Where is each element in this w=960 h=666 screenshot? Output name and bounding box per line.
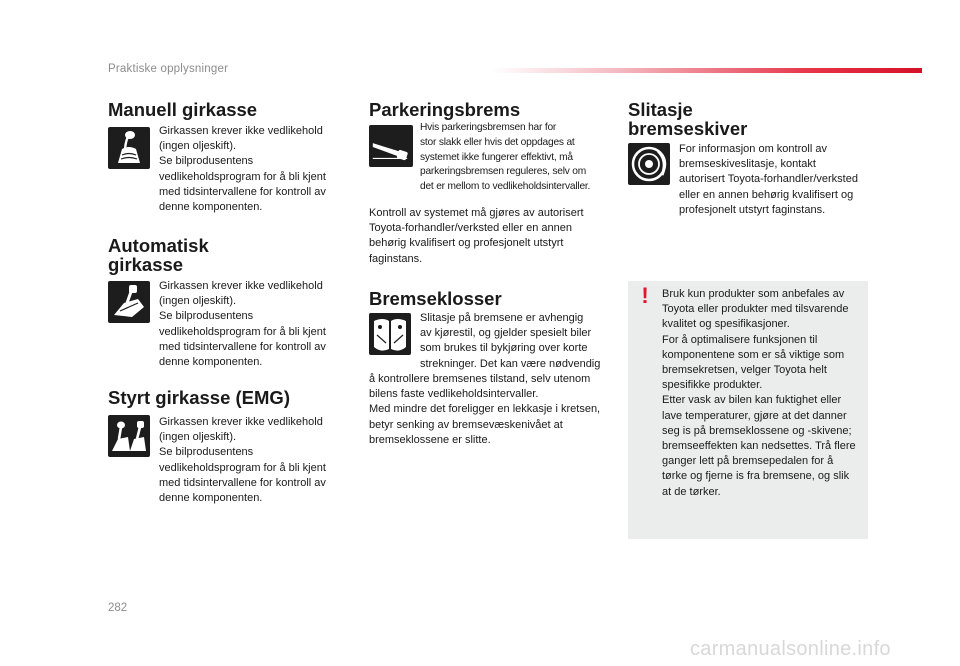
- emg-gearbox-title: Styrt girkasse (EMG): [108, 387, 290, 408]
- manual-gear-lever-icon: [108, 127, 150, 169]
- brake-pads-icon: [369, 313, 411, 355]
- page-number: 282: [108, 602, 128, 614]
- brake-discs-body: For informasjon om kontroll av bremseskiveslitasje, kontakt autorisert Toyota-forhandler/verksted eller en annen behørig kvalifisert og profesjonelt utstyrt faginstans.: [679, 143, 858, 216]
- parking-brake-body: Hvis parkeringsbremsen har for stor slakk eller hvis det oppdages at systemet ikke fungerer effektivt, må parkeringsbremsen reguleres, selv om det er mellom to vedlikeholdsintervaller.: [420, 122, 591, 193]
- parking-brake-lever-icon: [369, 125, 413, 167]
- brake-pads-body-2: å kontrollere bremsenes tilstand, selv utenom bilens faste vedlikeholdsintervaller. Med mindre det foreligger en lekkasje i kretsen, betyr senking av bremsevæskenivået at bremseklossene er slitte.: [369, 373, 601, 446]
- brake-pads-title: Bremseklosser: [369, 288, 502, 309]
- parking-brake-body-2: Kontroll av systemet må gjøres av autorisert Toyota-forhandler/verksted eller en annen behørig kvalifisert og profesjonelt utstyrt faginstans.: [369, 207, 584, 265]
- section-header: Praktiske opplysninger: [108, 63, 229, 75]
- watermark: carmanualsonline.info: [690, 638, 891, 660]
- automatic-gearbox-body: Girkassen krever ikke vedlikehold (ingen oljeskift). Se bilprodusentens vedlikeholdsprogram for å bli kjent med tidsintervallene for kontroll av denne komponenten.: [159, 280, 326, 369]
- warning-note-body: Bruk kun produkter som anbefales av Toyota eller produkter med tilsvarende kvalitet og spesifikasjoner. For å optimalisere funksjonen til komponentene som er så viktige som bremsekretsen, velger Toyota helt spesifikke produkter. Etter vask av bilen kan fuktighet eller lave temperaturer, gjøre at det danner seg is på bremseklossene og -skivene; bremseeffekten kan nedsettes. Trå flere ganger lett på bremsepedalen for å tørke og fjerne is fra bremsene, og slik at de tørker.: [662, 288, 856, 498]
- automatic-gear-lever-icon: [108, 281, 150, 323]
- manual-gearbox-body: Girkassen krever ikke vedlikehold (ingen oljeskift). Se bilprodusentens vedlikeholdsprogram for å bli kjent med tidsintervallene for kontroll av denne komponenten.: [159, 125, 326, 214]
- parking-brake-title: Parkeringsbrems: [369, 99, 521, 120]
- emg-gearbox-body: Girkassen krever ikke vedlikehold (ingen oljeskift). Se bilprodusentens vedlikeholdsprogram for å bli kjent med tidsintervallene for kontroll av denne komponenten.: [159, 416, 326, 505]
- brake-pads-body: Slitasje på bremsene er avhengig av kjørestil, og gjelder spesielt biler som brukes til bykjøring over korte strekninger. Det kan være nødvendig: [420, 312, 601, 370]
- header-accent-bar: [492, 68, 922, 73]
- manual-gearbox-title: Manuell girkasse: [108, 99, 258, 120]
- exclamation-warning-icon: !: [641, 283, 649, 308]
- brake-disc-icon: [628, 143, 670, 185]
- automatic-gearbox-title: Automatisk girkasse: [108, 235, 209, 275]
- brake-discs-title: Slitasje bremseskiver: [628, 99, 748, 139]
- emg-gear-lever-icon: [108, 415, 150, 457]
